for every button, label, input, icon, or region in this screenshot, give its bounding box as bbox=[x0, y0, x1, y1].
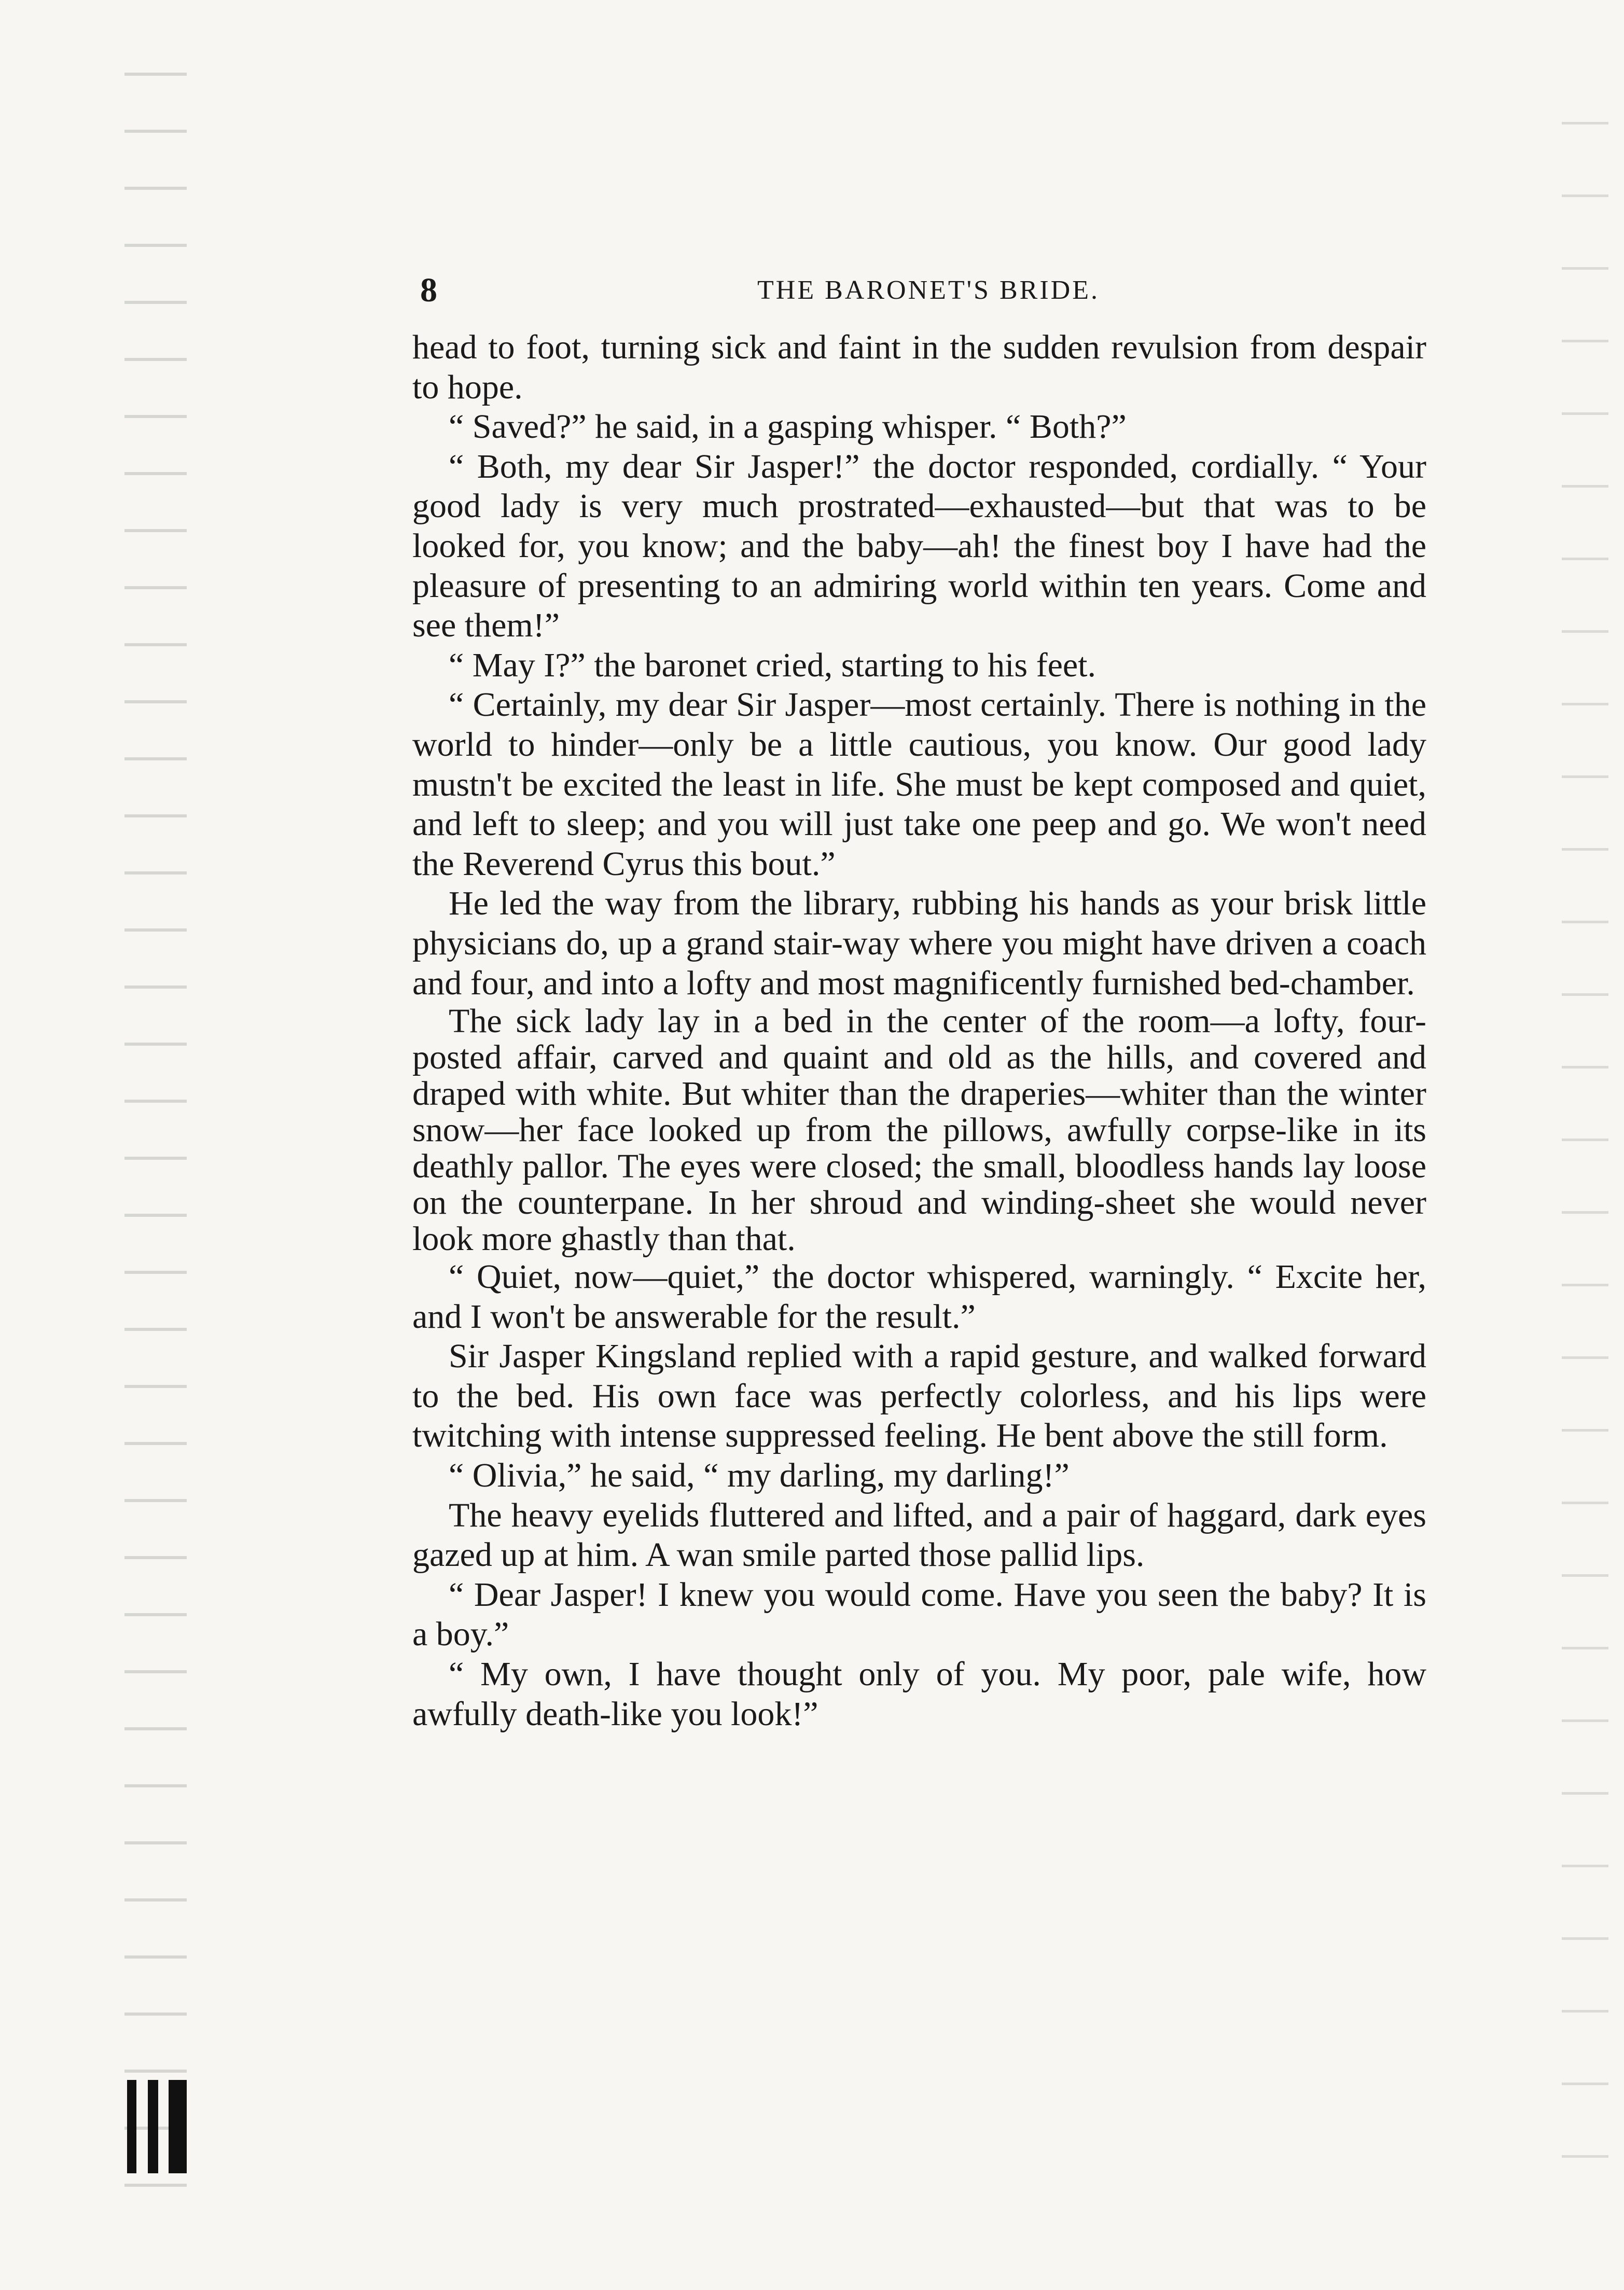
paragraph: “ Quiet, now—quiet,” the doctor whispered, warningly. “ Excite her, and I won't be answerable for the result.” bbox=[412, 1258, 1426, 1336]
left-page-edge-shadow bbox=[124, 52, 187, 2230]
paragraph: He led the way from the library, rubbing his hands as your brisk little physicians do, up a grand stair-way where you might have driven a coach and four, and into a lofty and most magnificently furnished bed-chamber. bbox=[412, 884, 1426, 1002]
running-title: THE BARONET'S BRIDE. bbox=[757, 275, 1100, 305]
paragraph: The heavy eyelids fluttered and lifted, and a pair of haggard, dark eyes gazed up at him. A wan smile parted those pallid lips. bbox=[412, 1496, 1426, 1574]
paragraph: “ My own, I have thought only of you. My poor, pale wife, how awfully death-like you look!” bbox=[412, 1655, 1426, 1733]
page-header bbox=[420, 270, 1437, 311]
paragraph: head to foot, turning sick and faint in the sudden revulsion from despair to hope. bbox=[412, 328, 1426, 406]
spine-binding-mark bbox=[127, 2080, 187, 2173]
paragraph: “ Saved?” he said, in a gasping whisper. “ Both?” bbox=[449, 408, 1127, 446]
paragraph: “ May I?” the baronet cried, starting to his feet. bbox=[449, 646, 1096, 684]
body-text bbox=[412, 328, 1426, 1734]
paragraph: Sir Jasper Kingsland replied with a rapid gesture, and walked forward to the bed. His own face was perfectly colorless, and his lips were twitching with intense suppressed feeling. He bent above the still form. bbox=[412, 1337, 1426, 1455]
paragraph: The sick lady lay in a bed in the center of the room—a lofty, four-posted affair, carved and quaint and old as the hills, and covered and draped with white. But whiter than the draperies—whiter than the winter snow—her face looked up from the pillows, awfully corpse-like in its deathly pallor. The eyes were closed; the small, bloodless hands lay loose on the counterpane. In her shroud and winding-sheet she would never look more ghastly than that. bbox=[412, 1002, 1426, 1258]
paragraph: “ Both, my dear Sir Jasper!” the doctor responded, cordially. “ Your good lady is very much prostrated—exhausted—but that was to be looked for, you know; and the baby—ah! the finest boy I have had the pleasure of presenting to an admiring world within ten years. Come and see them!” bbox=[412, 447, 1426, 645]
paragraph: “ Certainly, my dear Sir Jasper—most certainly. There is nothing in the world to hinder—only be a little cautious, you know. Our good lady mustn't be excited the least in life. She must be kept composed and quiet, and left to sleep; and you will just take one peep and go. We won't need the Reverend Cyrus this bout.” bbox=[412, 686, 1426, 883]
paragraph: “ Dear Jasper! I knew you would come. Have you seen the baby? It is a boy.” bbox=[412, 1575, 1426, 1654]
paragraph: “ Olivia,” he said, “ my darling, my darling!” bbox=[449, 1456, 1070, 1495]
right-page-edge-shadow bbox=[1562, 93, 1608, 2220]
page-number: 8 bbox=[420, 271, 437, 309]
